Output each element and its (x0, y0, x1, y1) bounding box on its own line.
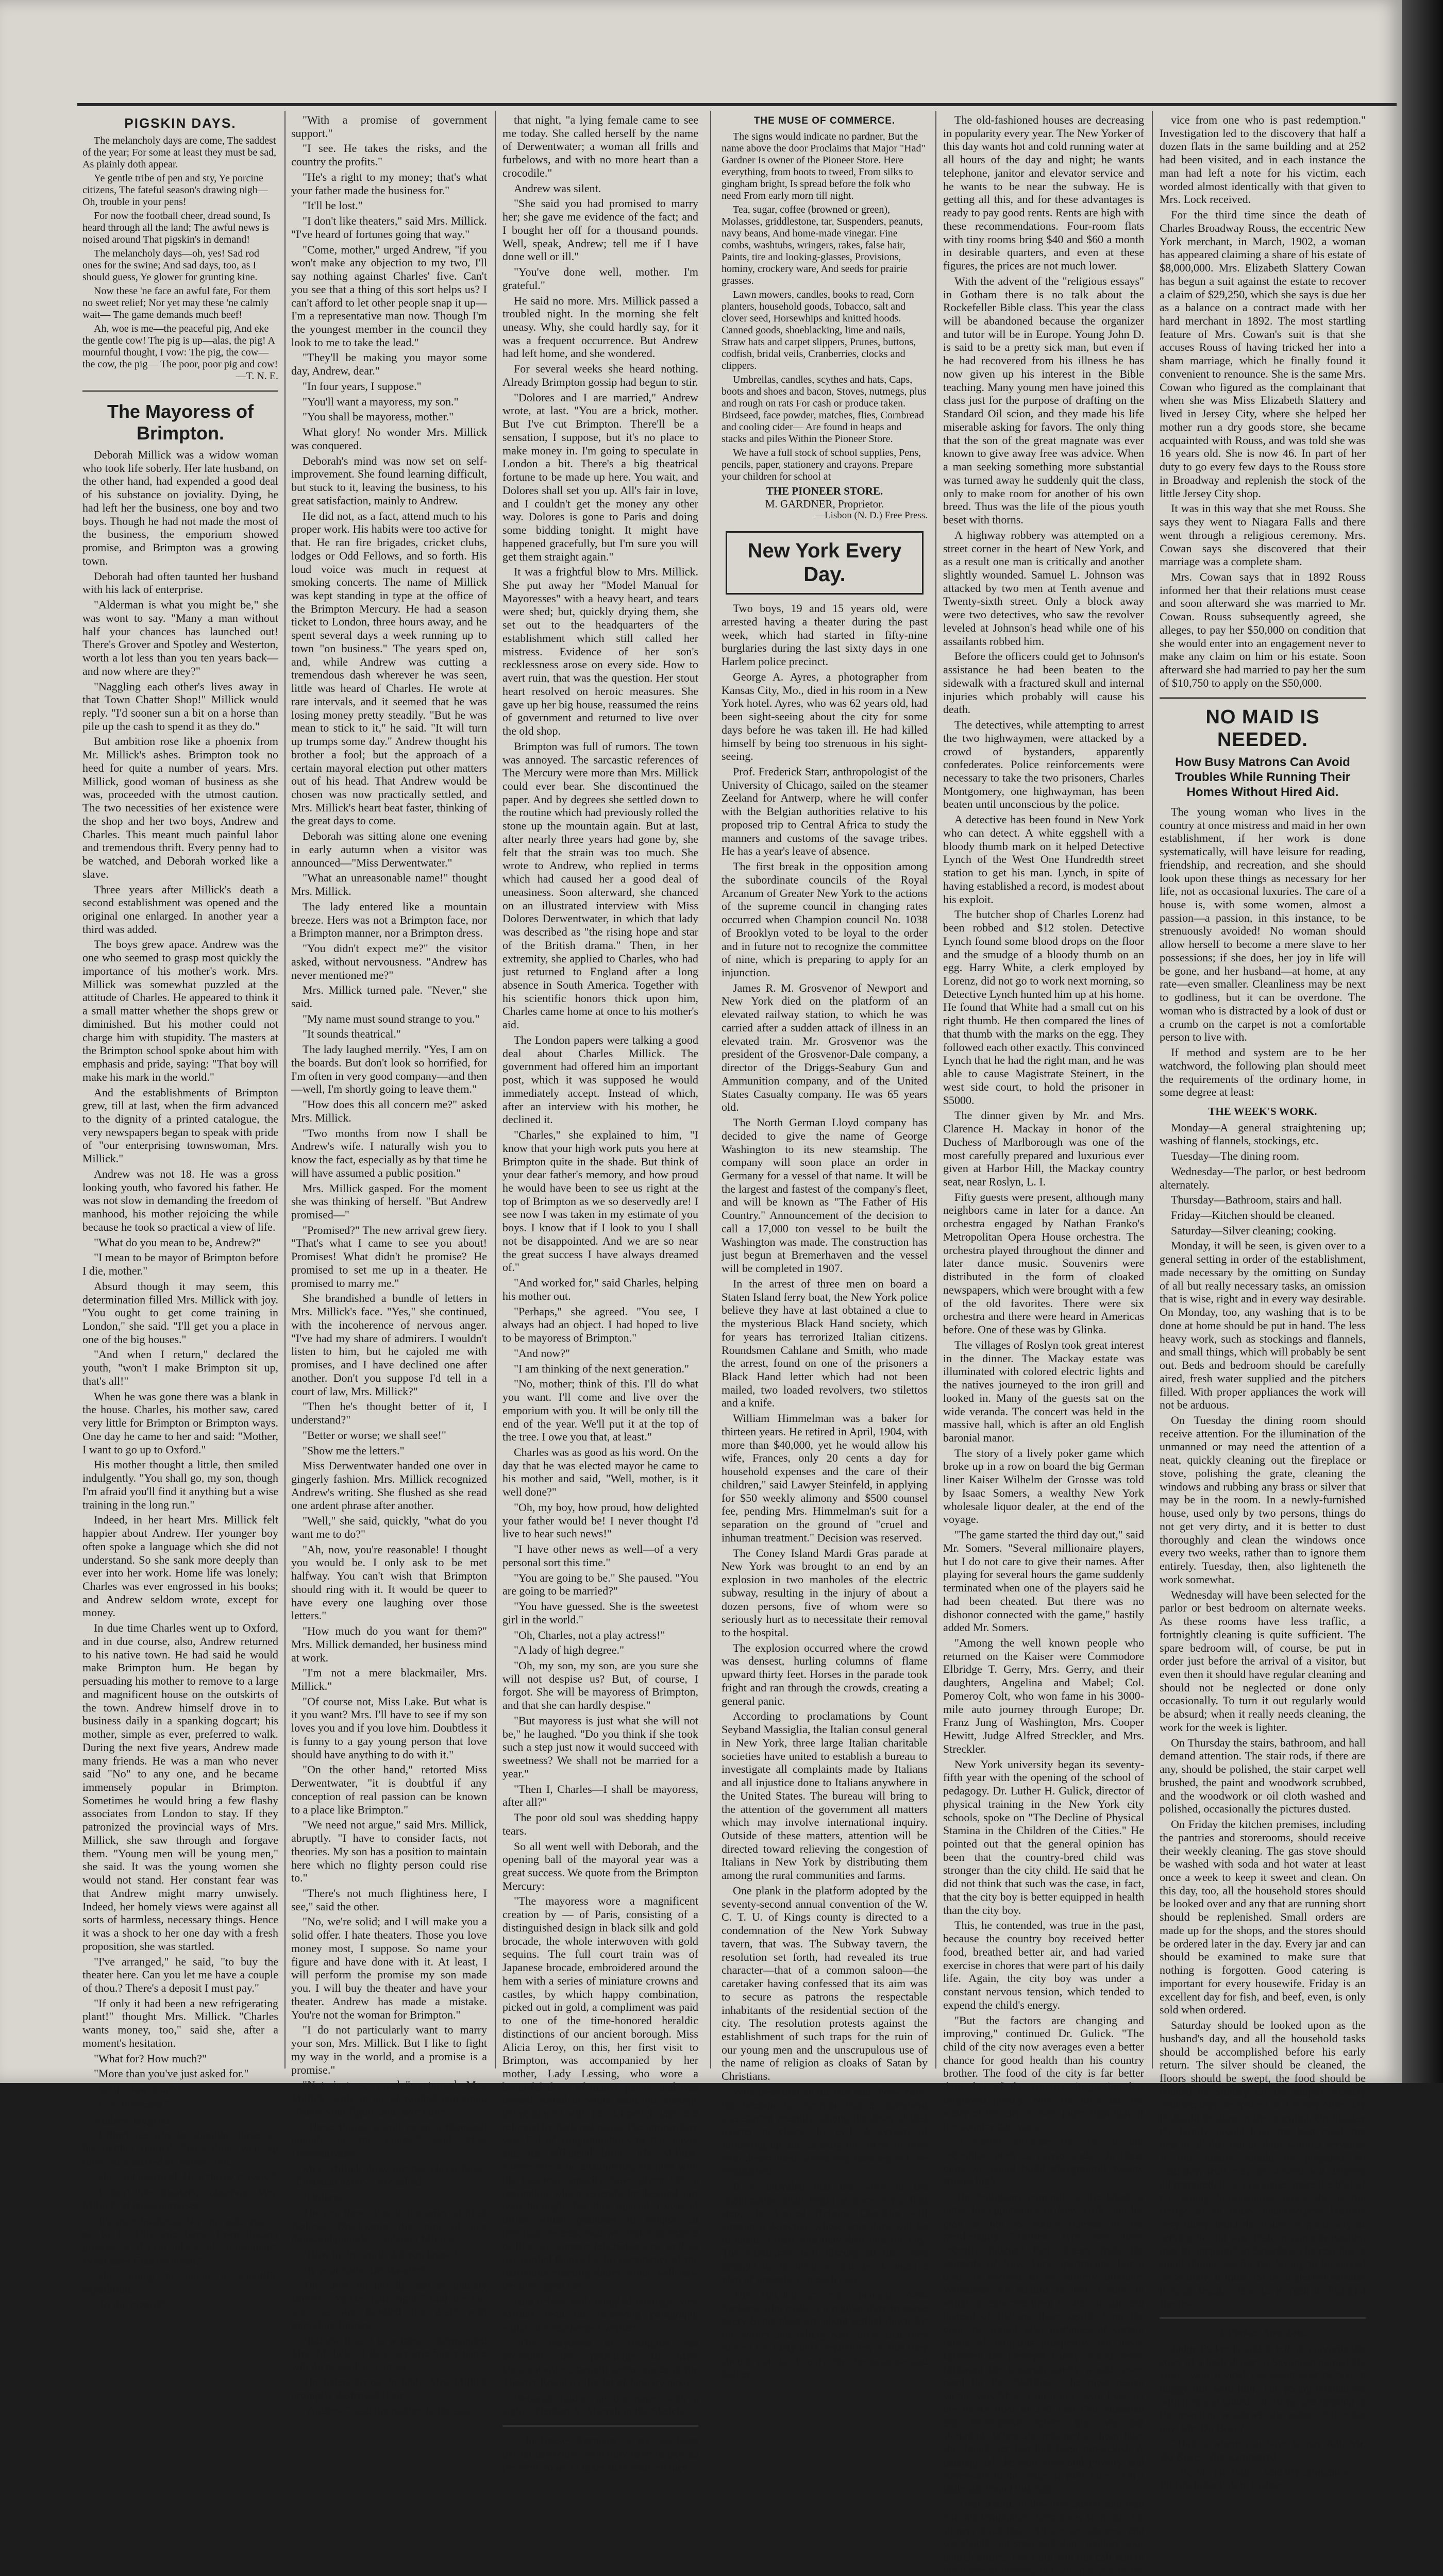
paragraph: The North German Lloyd company has decided to give the name of George Washington to its new steamship. The company will soon place an order in Germany for a vessel of that name. It will be the largest and fastest of the company's fleet, and will be known as "The Father of His Country." Announcement of the decision to call a 17,000 ton vessel to be built the Washington was made. The construction has just begun at Bremerhaven and the vessel will be completed in 1907. (722, 1116, 928, 1275)
stanza: For now the football cheer, dread sound, Is heard through all the land; The awful news is noised around That pigskin's in demand! (82, 210, 271, 246)
paragraph: Before the officers could get to Johnson's assistance he had been beaten to the sidewalk with a fractured skull and internal injuries which probably will cause his death. (943, 650, 1144, 716)
column-6 (1160, 113, 1366, 2492)
paragraph: Charles was as good as his word. On the day that he was elected mayor he came to his mother and said, "Well, mother, is it well done?" (502, 1445, 698, 1499)
paragraph: "Then he's thought better of it, I understand?" (291, 1400, 487, 1427)
paragraph: that night, "a lying female came to see me today. She called herself by the name of Derwentwater; a woman all frills and furbelows, and with no more heart than a crocodile." (502, 113, 698, 179)
paragraph: "My name must sound strange to you." (303, 1012, 480, 1025)
paragraph: "What an unreasonable name!" thought Mrs. Millick. (291, 871, 487, 898)
paragraph: Monday—A general straightening up; washing of flannels, stockings, etc. (1160, 1121, 1366, 1147)
paragraph: But ambition rose like a phoenix from Mr. Millick's ashes. Brimpton took no heed for quite a number of years. Mrs. Millick, good woman of business as she was, proceeded with the utmost caution. The two necessities of her existence were the shop and her two boys, Andrew and Charles. This meant much painful labor and tremendous thrift. Every penny had to be watched, and Deborah worked like a slave. (82, 735, 278, 880)
paragraph: The villages of Roslyn took great interest in the dinner. The Mackay estate was illuminated with colored electric lights and the natives journeyed to the iron grill and looked in. Many of the guests sat on the wide veranda. The concert was held in the massive hall, which is after an old English baronial manor. (943, 1338, 1144, 1444)
paragraph: "With a promise of government support." (291, 113, 487, 140)
paragraph: "He's going to equip a scientific expedition." (82, 2269, 278, 2296)
paragraph: Two boys, 19 and 15 years old, were arrested having a theater during the past week, which had started in fifty-nine burglaries during the last sixty days in one Harlem police precinct. (722, 602, 928, 668)
paragraph: She brandished a bundle of letters in Mrs. Millick's face. "Yes," she continued, with the incoherence of nervous anger. "I've had my share of admirers. I wouldn't listen to him, but he cajoled me with promises, and I have declined one after another. Don't you suppose I'd tell in a court of law, Mrs. Millick?" (291, 1292, 487, 1398)
mayoress-col1 (82, 448, 278, 2311)
paragraph: The butcher shop of Charles Lorenz had been robbed and $12 stolen. Detective Lynch found some blood drops on the floor and the smudge of a bloody thumb on an egg. Harry White, a clerk employed by Lorenz, did not go to work next morning, so Detective Lynch hunted him up at his home. He found that White had a small cut on his right thumb. He then compared the lines of that thumb with the marks on the egg. They followed each other exactly. This convinced Lynch that he had the right man, and he was able to cause Magistrate Steinert, in the west side court, to hold the prisoner in $5000. (943, 908, 1144, 1107)
paragraph: "Dolores." (303, 2191, 351, 2204)
paragraph: The detectives, while attempting to arrest the two highwaymen, were attacked by a crowd of bystanders, apparently confederates. Police reinforcements were necessary to take the two prisoners, Charles Montgomery, one highwayman, has been beaten until unconscious by the police. (943, 718, 1144, 811)
paragraph: Tuesday—The dining room. (1171, 1149, 1300, 1163)
column-rule (935, 111, 936, 2069)
paragraph: "And now?" (514, 1346, 571, 1360)
paragraph: One plank in the platform adopted by the seventy-second annual convention of the W. C. T. U. of Kings county is directed to a condemnation of the New York Subway tavern, that was. The Subway tavern, the resolution set forth, had revealed its true character—that of a common saloon—the caretaker having confessed that its aim was to secure as patrons the respectable inhabitants of the residential section of the city. The resolution protests against the establishment of such traps for the ruin of our young men and the unscrupulous use of the name of religion as cloaks of Satan by Christians. (722, 1884, 928, 2083)
paragraph: Lawn mowers, candles, books to read, Corn planters, household goods, Tobacco, salt and clover seed, Horsewhips and knitted hoods. Canned goods, shoeblacking, lime and nails, Straw hats and carpet slippers, Prunes, buttons, codfish, bridal veils, Cranberries, clocks and clippers. (722, 289, 916, 372)
paragraph: Mrs. Millick drew out her check book. "Christian name?" she asked. (291, 2162, 487, 2189)
paragraph: The lady entered like a mountain breeze. Hers was not a Brimpton face, nor a Brimpton manner, nor a Brimpton dress. (291, 900, 487, 940)
paragraph: "Alderman is what you might be," she was wont to say. "Many a man without half your chances has launched out! There's Grover and Spotley and Westerton, worth a lot less than you ten years back—and now where are they?" (82, 598, 278, 677)
paragraph: It was a frightful blow to Mrs. Millick. She put away her "Model Manual for Mayoresses" with a heavy heart, and tears were shed; but, quickly drying them, she set out to the headquarters of the establishment which still called her mistress. Evidence of her son's recklessness arose on every side. How to avert ruin, that was the question. Her stout heart resolved on heroic measures. She gave up her big house, reassumed the reins of government and returned to live over the old shop. (502, 565, 698, 738)
paragraph: "Perhaps," she agreed. "You see, I always had an object. I had hoped to live to be mayoress of Brimpton." (502, 1304, 698, 1345)
paragraph: And the establishments of Brimpton grew, till at last, when the firm advanced to the dignity of a printed catalogue, the very newspapers began to speak with pride of "our enterprising townswoman, Mrs. Millick." (82, 1086, 278, 1165)
paragraph: vice from one who is past redemption." Investigation led to the discovery that half a dozen flats in the same building and at 252 had been visited, and in each instance the man had left a note for his victim, each worded almost identically with that given to Mrs. Lock received. (1160, 113, 1366, 206)
paragraph: "Indorse it as it is written," commanded Mrs. Millick. "I dare say one fancy name will do as well as another." (291, 2333, 487, 2373)
paragraph: For several weeks she heard nothing. Already Brimpton gossip had begun to stir. (502, 362, 698, 388)
paragraph: Wednesday—The parlor, or best bedroom alternately. (1160, 1164, 1366, 1191)
paragraph: "More than you've just asked for." (94, 2067, 249, 2080)
paragraph: The pen flew. "Pay to the order of Miss Dolores Drinkwater the sum of one thousand pounds—Deborah Millick." (291, 2206, 487, 2246)
no-maid-title: NO MAID IS NEEDED. (1205, 706, 1320, 751)
muse-title: THE MUSE OF COMMERCE. (753, 115, 896, 126)
paragraph: "Show me the letters." (303, 1444, 405, 1457)
paragraph: On Thursday the stairs, bathroom, and hall demand attention. The stair rods, if there are any, should be polished, the stair carpet well brushed, the paint and woodwork scrubbed, and the woodwork or oil cloth washed and polished, occasionally the pictures dusted. (1160, 1736, 1366, 1816)
paragraph: It was in this way that she met Rouss. She says they went to Niagara Falls and there went through a religious ceremony. Mrs. Cowan says she discovered that their marriage was a complete sham. (1160, 502, 1366, 568)
paragraph: "I don't like theaters," said Mrs. Millick. "I've heard of fortunes going that way." (291, 214, 487, 241)
paragraph: Deborah was sitting alone one evening in early autumn when a visitor was announced—"Miss Derwentwater." (291, 829, 487, 869)
top-rule (77, 103, 1397, 106)
paragraph: When he was gone there was a blank in the house. Charles, his mother saw, cared very little for Brimpton or Brimpton ways. One day he came to her and said: "Mother, I want to go up to Oxford." (82, 1389, 278, 1456)
paragraph: "You didn't expect me?" the visitor asked, without nervousness. "Andrew has never mentioned me?" (291, 942, 487, 981)
paragraph: Wife desertion on the east side, New York, has become so common that a movement was started recently among the Jews of that quarter to check the evil. A system of following up and causing the arrest of men who desert their wives and families will be established. (722, 2084, 928, 2178)
stanza: The melancholy days—oh, yes! Sad rod ones for the swine; And sad days, too, as I should guess, Ye glower for grunting kine. (82, 248, 260, 283)
paragraph: "Ah, now, you're reasonable! I thought you would be. I only ask to be met halfway. You can't wish that Brimpton should ring with it. It would be queer to have every one laughing over those letters." (291, 1543, 487, 1622)
paragraph: Judge Parker is said to tell as a favorite the story of a hack driver in Savannah named Du Bose, who invited his sweetheart to take a buggy ride with him. The young woman sat with him and talked. Du Bose, and looking at the jewelers' windows, she asked: "Give me pay, Mr. Du Bose?" (1160, 2342, 1366, 2435)
paragraph: According to proclamations by Count Seyband Massiglia, the Italian consul general in New York, three large Italian charitable societies have united to establish a bureau to investigate all complaints made by Italians and all injustice done to Italians anywhere in the United States. The bureau will bring to the attention of the government all matters which may involve international inquiry. Outside of these matters, attention will be directed toward relieving the congestion of Italians in New York by distributing them among the rural communities and farms. (722, 1709, 928, 1882)
paragraph: "Better or worse; we shall see!" (303, 1428, 446, 1442)
paragraph: On Tuesday the dining room should receive attention. For the illumination of the unmanned or may need the attention of a neat, quickly cleaning out the fireplace or stove, polishing the grate, cleaning the windows and rubbing any brass or silver that may be in the room. In a newly-furnished house, used only by two persons, things do not get very dirty, and it is better to dust thoroughly and clean the windows once every two weeks, rather than to ignore them entirely. Tuesday, then, also lighteneth the work somewhat. (1160, 1414, 1366, 1586)
pigskin-poem (82, 135, 278, 370)
paragraph: The dinner given by Mr. and Mrs. Clarence H. Mackay in honor of the Duchess of Marlborough was one of the most carefully prepared and luxurious ever given at Harbor Hill, the Mackay country seat, near Roslyn, L. I. (943, 1109, 1144, 1189)
paragraph: Prof. Frederick Starr, anthropologist of the University of Chicago, sailed on the steamer Zeeland for Antwerp, where he will confer with the Belgian authorities relative to his proposed trip to Central Africa to study the manners and customs of the savage tribes. He has a year's leave of absence. (722, 765, 928, 858)
paragraph: Mrs. Millick gasped. For the moment she was thinking of herself. "But Andrew promised—" (291, 1181, 487, 1222)
paragraph: "How does this all concern me?" asked Mrs. Millick. (291, 1098, 487, 1124)
paragraph: James R. M. Grosvenor of Newport and New York died on the platform of an elevated railway station, to which he was carried after a sudden attack of illness in an elevated train. Mr. Grosvenor was the president of the Grosvenor-Dale company, a director of the Driggs-Seabury Gun and Ammunition company, and of the United States Casualty company. He was 65 years old. (722, 981, 928, 1114)
paragraph: Absurd though it may seem, this determination filled Mrs. Millick with joy. "You ought to get come training in London," she said. "I'll get you a place in one of the big houses." (82, 1279, 278, 1346)
paragraph: He did not, as a fact, attend much to his proper work. His habits were too active for that. He ran fire brigades, cricket clubs, lodges or Odd Fellows, and so forth. His loud voice was much in request at smoking concerts. The name of Millick was kept standing in type at the office of the Brimpton Mercury. He had a season ticket to London, three hours away, and he spent several days a week running up to town "on business." The years sped on, and, while Andrew was cutting a tremendous dash wherever he was seen, little was heard of Charles. He wrote at rare intervals, and it seemed that he was losing money pretty steadily. "But he was mean to stick to it," he said. "It will turn up trumps some day." Andrew thought his brother a fool; but the approach of a certain mayoral election put other matters out of his head. That Andrew would be chosen was now practically settled, and Mrs. Millick's heart beat faster, thinking of the great days to come. (291, 509, 487, 827)
paragraph: "Dear friend: Follow this advice and lead not into temptation; keep away from sin; for sinners must lose. All we are sinners, and we should not steal and don't neglect your church duties. The Lord will not call you to his home in heaven, but will put you in the (943, 2497, 1144, 2576)
stanza: Now these 'ne face an awful fate, For them no sweet relief; Nor yet may these 'ne calmly wait— The game demands much beef! (82, 285, 271, 321)
paragraph: "Andrew," said the mother to the son (303, 2404, 471, 2417)
paragraph: The London papers were talking a good deal about Charles Millick. The government had offered him an important post, which it was supposed he would immediately accept. Instead of which, after an interview with his mother, he declined it. (502, 1033, 698, 1126)
paragraph: Umbrellas, candles, scythes and hats, Caps, boots and shoes and bacon, Stoves, nutmegs, plus and rough on rats For cash or produce taken. Birdseed, face powder, matches, flies, Cornbread and cooling cider— Are found in heaps and stacks and piles Within the Pioneer Store. (722, 374, 927, 445)
paragraph: "But mayoress is just what she will not be," he laughed. "Do you think if she took such a step just now it would succeed with sweetness? We shall not be married for a year." (502, 1714, 698, 1780)
paragraph: Indeed, in her heart Mrs. Millick felt happier about Andrew. Her younger boy often spoke a language which she did not understand. So she sank more deeply than ever into her work. Home life was lonely; Charles was ever engrossed in his books; and Andrew seldom wrote, except for money. (82, 1513, 278, 1619)
paragraph: Brimpton was full of rumors. The town was annoyed. The sarcastic references of The Mercury were more than Mrs. Millick could ever bear. She discontinued the paper. And by degrees she settled down to the routine which had previously rolled the stone up the mountain again. But at last, after nearly three years had gone by, she felt that the strain was too much. She wrote to Andrew, who replied in terms which had caused her a good deal of uneasiness. Soon afterward, she chanced on an illustrated interview with Miss Dolores Derwentwater, in which that lady was described as "the rising hope and star of the British drama." Then, in her extremity, she applied to Charles, who had just returned to England after a long absence in South America. Together with his scientific honors thick upon him, Charles came home at once to his mother's aid. (502, 739, 698, 1031)
paragraph: The lady laughed merrily. "Yes, I am on the boards. But don't look so horrified, for I'm often in very good company—and then—well, I'm shortly going to leave them." (291, 1043, 487, 1096)
paragraph: "I mean to be mayor of Brimpton before I die, mother." (82, 1251, 278, 1278)
paragraph: On Friday the kitchen premises, including the pantries and storerooms, should receive their weekly cleaning. The gas stove should be washed with soda and hot water at least once a week to keep it sweet and clean. On this day, too, all the household stores should be looked over and any that are running short should be replenished. Small orders are made up for the shops, and the stores should be ordered later in the day. Every jar and can should be examined to make sure that nothing is forgotten. Good catering is important for every housewife. Friday is an excellent day for fish, and beef, even, is only sold when ordered. (1160, 1818, 1366, 2016)
paragraph: "You shall be mayoress, mother." (303, 410, 454, 423)
paragraph: The first break in the opposition among the subordinate councils of the Royal Arcanum of Greater New York to the actions of the supreme council in changing rates occurred when Champion council No. 1038 of Brooklyn voted to be loyal to the order and in future not to recognize the committee of nine, which is preparing to apply for an injunction. (722, 860, 928, 979)
nyed-col5 (943, 113, 1144, 2576)
pigskin-title: PIGSKIN DAYS. (124, 115, 237, 131)
paragraph: We have a full stock of school supplies, Pens, pencils, paper, stationery and crayons. Prepare your children for school at (722, 447, 921, 483)
muse-credit: —Lisbon (N. D.) Free Press. (814, 510, 928, 521)
paragraph: "The game started the third day out," said Mr. Somers. "Several millionaire players, but I do not care to give their names. After playing for several hours the game suddenly terminated when one of the players said he had been cheated. But there was no dishonor connected with the game," hastily added Mr. Somers. (943, 1528, 1144, 1634)
muse-poem (722, 131, 928, 483)
paragraph: "I would advocate the use of our recreation piers as playgrounds. On these piers we could build playgrounds twenty stories high." (943, 2135, 1144, 2188)
paragraph: "Two months from now I shall be Andrew's wife. I naturally wish you to know the fact, especially as by that time he will have assumed a public position." (291, 1126, 487, 1179)
paragraph: This, he contended, was true in the past, because the country boy received better food, breathed better air, and had varied exercise in chores that were part of his daily life. Again, the city boy was under a constant nervous tension, which tended to expend the child's energy. (943, 1919, 1144, 2011)
paragraph: Mrs. Cowan says that in 1892 Rouss informed her that their relations must cease and soon afterward she was married to Mr. Cowan. Rouss subsequently agreed, she alleges, to pay her $50,000 on condition that she would enter into an engagement never to make any claim on him or his estate. Soon afterward she had married to pay her the sum of $10,750 to apply on the $50,000. (1160, 570, 1366, 689)
column-1 (82, 113, 278, 2311)
paragraph: "How much do you want for them?" Mrs. Millick demanded, her business mind at work. (291, 1624, 487, 1664)
paragraph: "Oh, Mr. Du Both!" said his companion.—Philadelphia Public Ledger. (1160, 2465, 1366, 2492)
paragraph: The boys grew apace. Andrew was the one who seemed to grasp most quickly the importance of his mother's work. Mrs. Millick was somewhat puzzled at the attitude of Charles. He appeared to think it a small matter whether the shops grew or diminished. But his mother could not charge him with stupidity. The masters at the Brimpton school spoke about him with emphasis and pride, saying: "That boy will make his mark in the world." (82, 938, 278, 1083)
column-rule (495, 111, 496, 2069)
paragraph: "You have guessed. She is the sweetest girl in the world." (502, 1600, 698, 1626)
store-proprietor: M. GARDNER, Proprietor. (765, 497, 884, 510)
paragraph: "Promised?" The new arrival grew fiery. "That's what I came to see you about! Promises! What didn't he promise? He promised to set me up in a theater. He promised to marry me." (291, 1223, 487, 1290)
paragraph: "You've done well, mother. I'm grateful." (502, 265, 698, 292)
column-rule (284, 111, 286, 2069)
paragraph: What glory! No wonder Mrs. Millick was conquered. (291, 426, 487, 452)
paragraph: "What do you mean to be, Andrew?" (94, 1235, 261, 1249)
paragraph: Miss Derwentwater handed one over in gingerly fashion. Mrs. Millick recognized Andrew's writing. She flushed as she read one ardent phrase after another. (291, 1459, 487, 1512)
paragraph: The Coney Island Mardi Gras parade at New York was brought to an end by an explosion in two manholes of the electric subway, resulting in the injury of about a dozen persons, five of whom were so seriously hurt as to necessitate their removal to the hospital. (722, 1546, 928, 1639)
paragraph: "Not just so much," returned Mrs. Millick, with an air of exalted contempt. "Name your figure and have done." (291, 2078, 487, 2118)
paragraph: "Well! How much?" (94, 2082, 186, 2096)
mayoress-col3 (502, 113, 698, 2418)
no-maid-body (1160, 805, 1366, 2310)
paragraph: "I do not particularly want to marry your son, Mrs. Millick. But I like to fight my way in the world, and a promise is a promise." (291, 2023, 487, 2076)
paragraph: "I've arranged," he said, "to buy the theater here. Can you let me have a couple of thou.? There's a deposit I must pay." (82, 1955, 278, 1994)
paragraph: "How in the world did you know?" (303, 2248, 462, 2261)
paragraph: George A. Ayres, a photographer from Kansas City, Mo., died in his room in a New York hotel. Ayres, who was 62 years old, had been sight-seeing about the city for some days before he was taken ill. He had killed himself by being too strenuous in his sight-seeing. (722, 670, 928, 763)
column-rule (710, 111, 711, 2069)
paragraph: "The mayoress of Brimpton has accorded her patronage to Miss Derwentwater's benefit performance at the Theater Royal on the 1st of January next." (502, 2336, 698, 2389)
paragraph: "What for? How much?" (94, 2052, 207, 2065)
paragraph: "I'm not a mere blackmailer, Mrs. Millick." (291, 1666, 487, 1692)
paragraph: "Well," she said, quickly, "what do you want me to do?" (291, 1514, 487, 1540)
no-maid-subtitle: How Busy Matrons Can Avoid Troubles While Running Their Homes Without Hired Aid. (1175, 755, 1350, 800)
paragraph: And below, with mingled feelings, Mrs. Millick read the following paragraph, which she had herself written: (502, 2294, 698, 2334)
paragraph: Saturday should be looked upon as the husband's day, and all the household tasks should be accomplished before his early return. The silver should be cleaned, the floors should be swept, the food should be cooked for Sunday. On the subject, Sunday cooking may be spoken of. On any other day it should be done in the morning. On Sunday the family should have the best meal, the best of all that can be done without servants. A fine dinner should be prepared on Saturday, fruit may be stewed and desserts all prepared. It is, in a sense, more the trial of the young housekeeper, since she is the refuge of so many housekeepers become very dusty about the house. A good way of serving the old way. Fish, or game or poultry, may be prepared on Saturday. The real fast, a small dinner has for the family to be served on Sunday. It must not be neglected because it is so small.—Jane C. Korson in Pictorial Review. (1160, 2019, 1366, 2310)
column-4 (722, 113, 928, 2381)
paragraph: Thursday—Bathroom, stairs and hall. (1171, 1193, 1342, 1207)
paragraph: The "religious criminal" is the latest to make his appearance in New York, and his plan is not to entice thieves of the gentlemanly "Raffles" type who have recently fattened their purses from the contents of New York apartments. For a time he seemed to be entirely immune. Whenever his victims he left a note, in which he exhorted them to shun all sin, and instead of filching their wealth from the poor, he would give instances of certain forms of religious prosperity, but never followed the precepts surely would never followed the precepts surely would never need for the "Raffles." The most recent victim was Mrs. Aline Lock, who lives on the fourth floor of 230 East One Hundred and Seventeenth street. She was out shopping. When she returned an hour later she found her flat had been ransacked. A package of skeleton keys and jewelry and silverware to the value of $400 taken. On a table she found this note: (943, 2190, 1144, 2495)
paragraph: The letters lay on the table. Mrs. Millick promptly destroyed them. (291, 2375, 487, 2402)
paragraph: "On the other hand," retorted Miss Derwentwater, "it is doubtful if any conception of real passion can be known to a place like Brimpton." (291, 1763, 487, 1816)
paragraph: The young woman who lives in the country at once mistress and maid in her own establishment, if her work is done systematically, will have leisure for reading, friendship, and recreation, and she should look upon these things as necessary for her life, not as occasional luxuries. The care of a house is, with some women, almost a passion—a passion, in this instance, to be strenuously avoided! No woman should allow herself to become a mere slave to her possessions; if she does, her joy in life will be gone, and her husband—at home, at any rate—even smaller. Cleanliness may be next to godliness, but it can be overdone. The woman who is distracted by a look of dust or a crumb on the carpet is not a comfortable person to live with. (1160, 805, 1366, 1044)
paragraph: "If only it had been a new refrigerating plant!" thought Mrs. Millick. "Charles wants money, too," said she, after a moment's hesitation. (82, 1996, 278, 2049)
paragraph: Tea, sugar, coffee (browned or green), Molasses, griddlestone, tar, Suspenders, peanuts, navy beans, And home-made vinegar. Fine combs, washtubs, wringers, rakes, false hair, Paints, tire and looking-glasses, Provisions, hominy, crockery ware, And seeds for prairie grasses. (722, 204, 923, 287)
paragraph: "It'll be lost." (303, 199, 363, 212)
paragraph: "These things would mean a thousand pounds in the courts," said Miss Derwentwater. (291, 2120, 487, 2160)
paragraph: Friday—Kitchen should be cleaned. (1171, 1209, 1335, 1222)
paragraph: "We need not argue," said Mrs. Millick, abruptly. "I have to consider facts, not theories. My son has a position to maintain here which no flighty person could rise to." (291, 1818, 487, 1885)
paragraph: Mrs. Millick turned pale. "Never," she said. (291, 984, 487, 1010)
paragraph: "No, we're solid; and I will make you a solid offer. I hate theaters. Those you love money most, I suppose. So name your figure and have done with it. At least, I will perform the promise my son made you. I will buy the theater and have your theater. Andrew has made a mistake. You're not the woman for Brimpton." (291, 1915, 487, 2021)
column-3 (502, 113, 698, 2473)
paragraph: William Himmelman was a baker for thirteen years. He retired in April, 1904, with more than $40,000, yet he would allow his wife, Frances, only 20 cents a day for household expenses and the care of their children," said Lawyer Steinfeld, in applying for $50 weekly alimony and $500 counsel fee, pending Mrs. Himmelman's suit for a separation on the ground of "cruel and inhuman treatment." Decision was reserved. (722, 1412, 928, 1544)
paragraph: "Then I, Charles—I shall be mayoress, after all?" (502, 1782, 698, 1809)
paragraph: "This is where you have to pay toll. Mr. Du Bose," she stammered. (1160, 2436, 1366, 2463)
paragraph: "They'll be making you mayor some day, Andrew, dear." (291, 351, 487, 378)
paragraph: He said no more. Mrs. Millick passed a troubled night. In the morning she felt uneasy. Why, she could hardly say, for it was a frequent occurrence. But Andrew had left home, and she wondered. (502, 294, 698, 360)
stanza: The melancholy days are come, The saddest of the year; For some at least they must be sad, As plainly doth appear. (82, 135, 277, 171)
paragraph: With the advent of the "religious essays" in Gotham there is no talk about the Rockefeller Bible class. This year the class will be abandoned because the organizer and tutor will be in Europe. Young John D. is said to be a pretty sick man, but even if he had recovered from his illness he has now given up his interest in the Bible teaching. Many young men have joined this class just for the purpose of drafting on the Standard Oil scion, and they made his life miserable asking for favors. The only thing that the son of the great magnate was ever known to give away free was advice. When a man seeking something more substantial was turned away he suddenly quit the class, only to make room for another of his own breed. Thus was the life of the pious youth beset with thorns. (943, 274, 1144, 527)
paragraph: "It's pure business. No one asks you to go to it. This one horse town doesn't possess a decent place of amusement. What does Charles mean?" (82, 2214, 278, 2267)
paragraph: "It sounds theatrical." (303, 1027, 401, 1041)
paragraph: In due time Charles went up to Oxford, and in due course, also, Andrew returned to his native town. He had said he would make Brimpton hum. He began by persuading his mother to remove to a large and magnificent house on the outskirts of the town. Andrew himself drove in to business daily in a spanking dogcart; his mother, simple as ever, preferred to walk. During the next five years, Andrew made many friends. He was a man who never said "No" to any one, and he became immensely popular in Brimpton. Sometimes he would bring a few flashy associates from London to stay. If they patronized the provincial ways of Mrs. Millick, she saw through and forgave them. "Young men will be young men," she said. It was the young women she would not stand. Her constant fear was that Andrew might marry unwisely. Indeed, her homely views were against all sorts of harmless, necessary things. Hence it was a shock to her one day with a fresh proposition, she was startled. (82, 1621, 278, 1953)
paragraph: "A lady of high degree." (514, 1643, 625, 1657)
paragraph: "Of course not, Miss Lake. But what is it you want? Mrs. I'll have to see if my son loves you and if you love him. Doubtless it is funny to a gay young person that love should have anything to do with it." (291, 1694, 487, 1761)
paragraph: "No, mother; think of this. I'll do what you want. I'll come and live over the emporium with you. It will be only till the end of the year. We'll put it at the top of the tree. I owe you that, at least." (502, 1377, 698, 1444)
column-rule (1152, 111, 1153, 2069)
paragraph: Deborah Millick was a widow woman who took life soberly. Her late husband, on the other hand, had expended a good deal of his substance on joviality. Dying, he had left her the business, one boy and two boys. Though he had not made the most of the business, the emporium showed promise, and Brimpton was a growing town. (82, 448, 278, 567)
paragraph: Andrew was not 18. He was a gross looking youth, who favored his father. He was not slow in demanding the freedom of manhood, his mother rejoicing the while because he took so practical a view of life. (82, 1167, 278, 1233)
separator (1160, 697, 1366, 699)
paragraph: "He's not practical. He'll throw it away." (94, 2170, 277, 2183)
store-name: THE PIONEER STORE. (766, 485, 883, 498)
paragraph: Saturday—Silver cleaning; cooking. (1171, 1224, 1336, 1237)
parker-title: A Parker Anecdote. (1217, 2326, 1308, 2339)
paragraph: "Naggling each other's lives away in that Town Chatter Shop!" Millick would reply. "I'd sooner sun a bit on a horse than pile up the cash to spend it as they do." (82, 680, 278, 733)
paragraph: "Is your name Drinkwater?" (303, 2263, 431, 2276)
paragraph: "Charles," she explained to him, "I know that your high work puts you here at Brimpton quite in the shade. But think of your dear father's memory, and how proud he would have been to see us right at the top of Brimpton as we so deservedly are! I see now I was taken in my estimate of you boys. I know that if I look to you I shall not be disappointed. And we are so near the great success I have always dreamed of." (502, 1128, 698, 1274)
paragraph: "In four years, I suppose." (303, 379, 422, 393)
paragraph: "I have other news as well—of a very personal sort this time." (502, 1543, 698, 1569)
paragraph: The 100,000 or more nomadic New Yorkers, who make it a regular duty to move every September, are about settled down for the winter and telling each other that they moved too early next September, or that they should not do it, only for the expense and bother. (722, 2287, 928, 2381)
paragraph: Fifty guests were present, although many neighbors came in later for a dance. An orchestra engaged by Nathan Franko's Metropolitan Opera House orchestra. The orchestra played throughout the dinner and later dance music. Souvenirs were distributed in the form of cloaked newspapers, which were brought with a few of the old favorites. There were six orchestra and there were heard in Americas before. One of these was by Glinka. (943, 1190, 1144, 1336)
paragraph: Deborah's mind was now set on self-improvement. She found learning difficult, but stuck to it, leaving the business, to his great satisfaction, mainly to Andrew. (291, 454, 487, 507)
paragraph: "And worked for," said Charles, helping his mother out. (502, 1276, 698, 1302)
mayoress-col2 (291, 113, 487, 2417)
paragraph: "I don't like theaters," observed Mrs. Millick, at cross purposes. (82, 2185, 278, 2212)
paragraph: His mother thought a little, then smiled indulgently. "You shall go, my son, though I'm afraid you'll find it anything but a wise training in the long run." (82, 1458, 278, 1511)
paragraph: A detective has been found in New York who can detect. A white eggshell with a bloody thumb mark on it helped Detective Lynch of the West One Hundredth street station to get his man. Lynch, in spite of having established a record, is modest about his exploit. (943, 813, 1144, 906)
paragraph: "I see. He takes the risks, and the country the profits." (291, 142, 487, 168)
poem-signature: —T. N. E. (236, 370, 278, 382)
new-york-every-day-header: New York Every Day. (726, 531, 924, 595)
paragraph: The signs would indicate no pardner, But the name above the door Proclaims that Major "Had" Gardner Is owner of the Pioneer Store. Here everything, from boots to tweed, From silks to gingham bright, Is spread before the folk who need From early morn till night. (722, 131, 926, 202)
paragraph: Deborah folded up the paper with a sigh.—Herbert A. Morrah in the Sketch. (502, 2391, 698, 2418)
paragraph: "And when I return," declared the youth, "won't I make Brimpton sit up, that's all!" (82, 1348, 278, 1387)
paragraph: Andrew was silent. (514, 181, 601, 195)
nyed-col6 (1160, 113, 1366, 690)
paragraph: "I don't see why he shouldn't have it," his mother replied. "He's done well up there; he's carried all before him." (82, 2128, 278, 2168)
paragraph: "Oh, my boy, how proud, how delighted your father would be! I never thought I'd live to hear such news!" (502, 1500, 698, 1540)
page-edge-shadow (1402, 0, 1443, 2083)
paragraph: In the arrest of three men on board a Staten Island ferry boat, the New York police believe they have at last obtained a clue to the mysterious Black Hand society, which for years has terrorized Italian citizens. Roundsmen Cahlane and Smith, who made the arrest, found on one of the prisoners a Black Hand letter which had not been mailed, two loaded revolvers, two stilettos and a knife. (722, 1277, 928, 1410)
paragraph: "Oh, my son, my son, are you sure she will not despise us? But, of course, I forgot. She will be mayoress of Brimpton, and that she can hardly despise." (502, 1658, 698, 1712)
hesse-item: —In Hesse, Germany, a tax has been put on bachelors, who now have to pay 25 per cent. more in taxes than married men. (502, 2434, 698, 2473)
paragraph: Three years after Millick's death a second establishment was opened and the original one enlarged. In another year a third was added. (82, 883, 278, 936)
paragraph: The poor old soul was shedding happy tears. (502, 1811, 698, 1837)
nyed-col4 (722, 602, 928, 2381)
paragraph: "He's a right to my money; that's what your father made the business for." (291, 170, 487, 197)
paragraph: For the third time since the death of Charles Broadway Rouss, the eccentric New York merchant, in March, 1902, a woman has appeared claiming a share of his estate of $8,000,000. Mrs. Elizabeth Slattery Cowan has begun a suit against the estate to recover a claim of $29,250, which she says is due her as a balance on a contract made with her hard merchant in 1892. The most startling feature of Mrs. Cowan's suit is that she accuses Rouss of having tricked her into a sham marriage, which he finally found it convenient to renounce. She is the same Mrs. Cowan who figured as the complainant that when she was Miss Elizabeth Slattery and lived in Jersey City, where she helped her mother run a dry goods store, she became acquainted with Rouss, and was told she was 16 years old. She is now 46. In part of her duty to go every few days to the Rouss store in Broadway and replenish the stock of the little Jersey City shop. (1160, 208, 1366, 500)
paragraph: "Among the well known people who returned on the Kaiser were Commodore Elbridge T. Gerry, Mrs. Gerry, and their daughters, Angelina and Mabel; Col. Pomeroy Colt, who won fame in his 3000-mile auto journey through Europe; Dr. Franz Jung of Washington, Mrs. Cooper Hewitt, Judge Alfred Streckler, and Mrs. Streckler. (943, 1636, 1144, 1755)
stanza: Ah, woe is me—the peaceful pig, And eke the gentle cow! The pig is up—alas, the pig! A mournful thought, I vow: The pig, the cow—the cow, the pig— The poor, poor pig and cow! (82, 323, 278, 370)
stanza: Ye gentle tribe of pen and sty, Ye porcine citizens, The fateful season's drawing nigh— Oh, trouble in your pens! (82, 173, 268, 208)
paragraph: The old-fashioned houses are decreasing in popularity every year. The New Yorker of this day wants hot and cold running water at all hours of the day and night; he wants telephone, janitor and elevator service and he wants to be near the subway. He is getting all this, and for these advantages is ready to pay good rents. Rents are high with these recommendations. Four-room flats with tiny rooms bring $40 and $60 a month in desirable quarters, and even at these figures, the prices are not much lower. (943, 113, 1144, 273)
paragraph: "You'll want a mayoress, my son." (303, 395, 459, 408)
paragraph: "You are going to be." She paused. "You are going to be married?" (502, 1571, 698, 1598)
paragraph: Deborah had often taunted her husband with his lack of enterprise. (82, 569, 278, 596)
paragraph: "Dolores and I are married," Andrew wrote, at last. "You are a brick, mother. But I've cut Brimpton. There'll be a sensation, I suppose, but it's no place to make money in. I'm going to speculate in London a bit. There's a big theatrical fortune to be made up here. You wait, and Dolores shall set you up. All's fair in love, and I couldn't get the money any other way. Dolores is gone to Paris and doing some bidding tonight. It might have happened gracefully, but I'm sure you will get them straight again." (502, 391, 698, 563)
weeks-work-title: THE WEEK'S WORK. (1208, 1105, 1317, 1118)
paragraph: The other bit her lip, but as quickly smiled. "You're quite right," said the fair one, as she handled the draft with trembling fingers. (291, 2278, 487, 2331)
paragraph: New York university began its seventy-fifth year with the opening of the school of pedagogy. Dr. Luther H. Gulick, director of physical training in the New York city schools, spoke on "The Decline of Physical Stamina in the Children of the Cities." He pointed out that the general opinion has been that the country-bred child was stronger than the city child. He said that he did not think that such was the case, in fact, that the city boy is better equipped in health than the city boy. (943, 1757, 1144, 1917)
paragraph: Andrew laughed. (94, 2113, 172, 2126)
separator (1160, 2317, 1366, 2319)
column-5 (943, 113, 1144, 2576)
paragraph: If method and system are to be her watchword, the following plan should meet the requirements of the ordinary home, in some degree at least: (1160, 1046, 1366, 1099)
paragraph: So all went well with Deborah, and the opening ball of the mayoral year was a great success. We quote from the Brimpton Mercury: (502, 1839, 698, 1892)
paragraph: "There's not much flightiness here, I see," said the other. (291, 1887, 487, 1913)
separator (502, 2425, 698, 2427)
paragraph: "Five thousand." (94, 2097, 170, 2111)
parker-body (1160, 2342, 1366, 2492)
paragraph: "The mayoress wore a magnificent creation by — of Paris, consisting of a distinguished design in black silk and gold brocade, the whole interwoven with gold sequins. The full court train was of Japanese brocade, embroidered around the hem with a series of miniature crowns and castles, by which happy combination, picked out in gold, a compliment was paid to one of the time-honored heraldic distinctions of our ancient borough. Miss Alicia Leroy, on this, her first visit to Brimpton, was accompanied by her mother, Lady Lessing, who wore a beautiful dress of mauve panne, and was herself attired in white satin, the corsage being draped with rare Limerick lace and relieved by dark red roses. The atmosphere was full of congratulations to the mayor and his affianced bride. Mr. Millick, whose scientific attainments, coupled with his business capacity, have given him a reputation which extends far beyond our own borough, has thus opened a year of office which promises to eclipse all previous records, and we desire to extend to him our sincere felicitations as well as our cordial thanks for his acceptance of the numerous exacting duties which will now devolve upon him." (502, 1894, 698, 2292)
paragraph: "She said you had promised to marry her; she gave me evidence of the fact; and I bought her off for a thousand pounds. Well, speak, Andrew; tell me if I have done well or ill." (502, 197, 698, 263)
paragraph: It is intended that the work of the organization shall begin at once. As a first step, the United Hebrew Charities will appoint a detective whose sole duty will be to locate a man who may drift into the city. The committee will discuss all the cases brought to its attention and decide upon a plan of procedure in each case. (722, 2180, 928, 2286)
separator (82, 390, 278, 392)
paragraph: A highway robbery was attempted on a street corner in the heart of New York, and as a result one man is critically and another slightly wounded. Samuel L. Johnson was attacked by two men at Tenth avenue and Twenty-sixth street. Only a block away were two detectives, who saw the revolver leveled at Johnson's head while one of his assailants robbed him. (943, 528, 1144, 648)
paragraph: "Oh, Charles, not a play actress!" (514, 1628, 665, 1641)
paragraph: Monday, it will be seen, is given over to a general setting in order of the establishment, made necessary by the omitting on Sunday of all but really necessary tasks, an omission that is wise, right and in every way desirable. On Monday, too, any washing that is to be done at home should be put in hand. The less heavy work, such as stockings and flannels, and small things, which will probably be sent out. Beds and bedroom should be carefully aired, fresh water supplied and the pitchers filled. With proper appliances the work will not be arduous. (1160, 1239, 1366, 1412)
column-2 (291, 113, 487, 2417)
paragraph: "Come, mother," urged Andrew, "if you won't make any objection to my two, I'll say nothing against Charles' five. Can't you see that a thing of this sort helps us? I can't afford to let other people snap it up—I'm a representative man now. Though I'm the youngest member in the council they look to me to take the lead." (291, 243, 487, 349)
paragraph: The explosion occurred where the crowd was densest, hurling columns of flame upward thirty feet. Horses in the parade took fright and ran through the crowds, creating a general panic. (722, 1641, 928, 1707)
paragraph: "I am thinking of the next generation." (514, 1362, 689, 1375)
paragraph: "To the moon?" (94, 2298, 165, 2311)
paragraph: The story of a lively poker game which broke up in a row on board the big German liner Kaiser Wilhelm der Grosse was told by Isaac Somers, a wealthy New York wholesale liquor dealer, at the end of the voyage. (943, 1446, 1144, 1526)
mayoress-title: The Mayoress of Brimpton. (107, 400, 254, 444)
paragraph: Wednesday will have been selected for the parlor or best bedroom on alternate weeks. As these rooms have less traffic, a fortnightly cleaning is quite sufficient. The spare bedroom will, of course, be put in order just before the arrival of a visitor, but even then it should have regular cleaning and should not be neglected or done only occasionally. To turn it out regularly would be absurd; when it really needs cleaning, the work for the week is lighter. (1160, 1588, 1366, 1734)
paragraph: "But the factors are changing and improving," continued Dr. Gulick. "The child of the city now averages even a better chance for good health than his country brother. The food of the city is far better than that of the country, inspection has improved greatly. Now the milk and the water of the city is even purer than that of the country barnyard. (943, 2013, 1144, 2133)
